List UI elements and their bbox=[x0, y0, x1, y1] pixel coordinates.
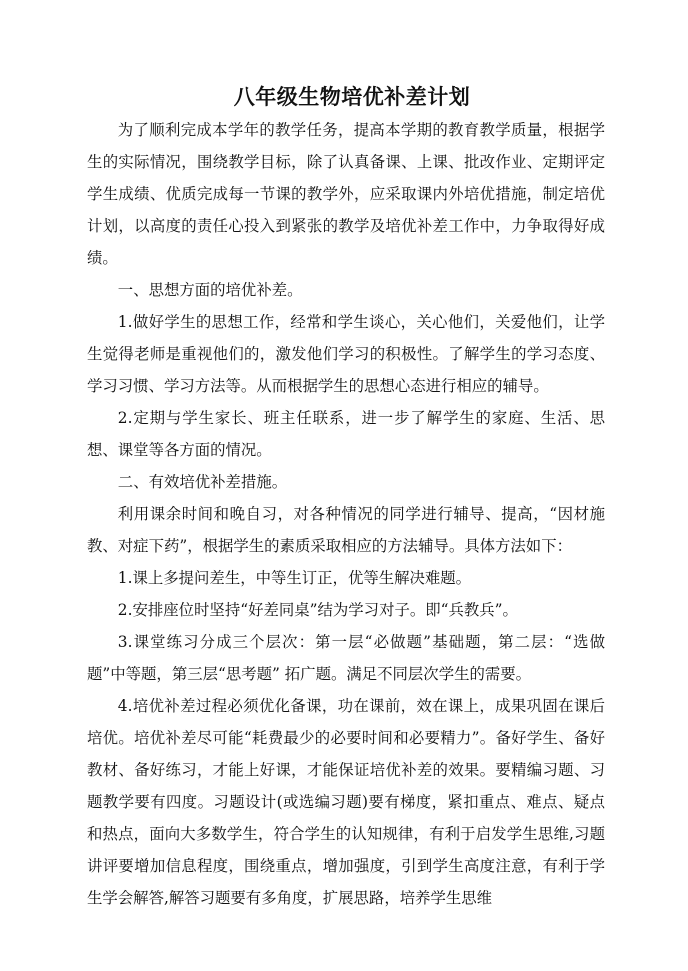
paragraph-section-heading-2: 二、有效培优补差措施。 bbox=[117, 473, 288, 491]
paragraph-item-2-4: 4.培优补差过程必须优化备课，功在课前，效在课上，成果巩固在课后培优。培优补差尽可能“耗费最少的必要时间和必要精力”。备好学生、备好教材、备好练习，才能上好课，才能保证培优补差的效果。要精编习题、习题教学要有四度。习题设计(或选编习题)要有梯度，紧扣重点、难点、疑点和热点，面向大多数学生，符合学生的认知规律，有利于启发学生思维,习题讲评要增加信息程度，围绕重点，增加强度，引到学生高度注意，有利于学生学会解答,解答习题要有多角度，扩展思路，培养学生思维 bbox=[87, 697, 605, 907]
paragraph-item-1-1: 1.做好学生的思想工作，经常和学生谈心，关心他们，关爱他们，让学生觉得老师是重视他们的，激发他们学习的积极性。了解学生的学习态度、学习习惯、学习方法等。从而根据学生的思想心态进行相应的辅导。 bbox=[87, 313, 605, 395]
paragraph-method-intro: 利用课余时间和晚自习，对各种情况的同学进行辅导、提高，“因材施教、对症下药”，根据学生的素质采取相应的方法辅导。具体方法如下： bbox=[87, 505, 605, 555]
document-body bbox=[87, 80, 605, 914]
paragraph-intro: 为了顺利完成本学年的教学任务，提高本学期的教育教学质量，根据学生的实际情况，围绕教学目标，除了认真备课、上课、批改作业、定期评定学生成绩、优质完成每一节课的教学外，应采取课内外培优措施，制定培优计划，以高度的责任心投入到紧张的教学及培优补差工作中，力争取得好成绩。 bbox=[87, 121, 605, 267]
paragraph-section-heading-1: 一、思想方面的培优补差。 bbox=[117, 281, 303, 299]
paragraph-item-2-2: 2.安排座位时坚持“好差同桌”结为学习对子。即“兵教兵”。 bbox=[117, 601, 518, 619]
paragraph-item-1-2: 2.定期与学生家长、班主任联系，进一步了解学生的家庭、生活、思想、课堂等各方面的情况。 bbox=[87, 409, 605, 459]
document-title: 八年级生物培优补差计划 bbox=[233, 84, 471, 109]
paragraph-item-2-1: 1.课上多提问差生，中等生订正，优等生解决难题。 bbox=[117, 569, 472, 587]
paragraph-item-2-3: 3.课堂练习分成三个层次：第一层“必做题”基础题，第二层：“选做题”中等题，第三层“思考题” 拓广题。满足不同层次学生的需要。 bbox=[87, 633, 605, 683]
